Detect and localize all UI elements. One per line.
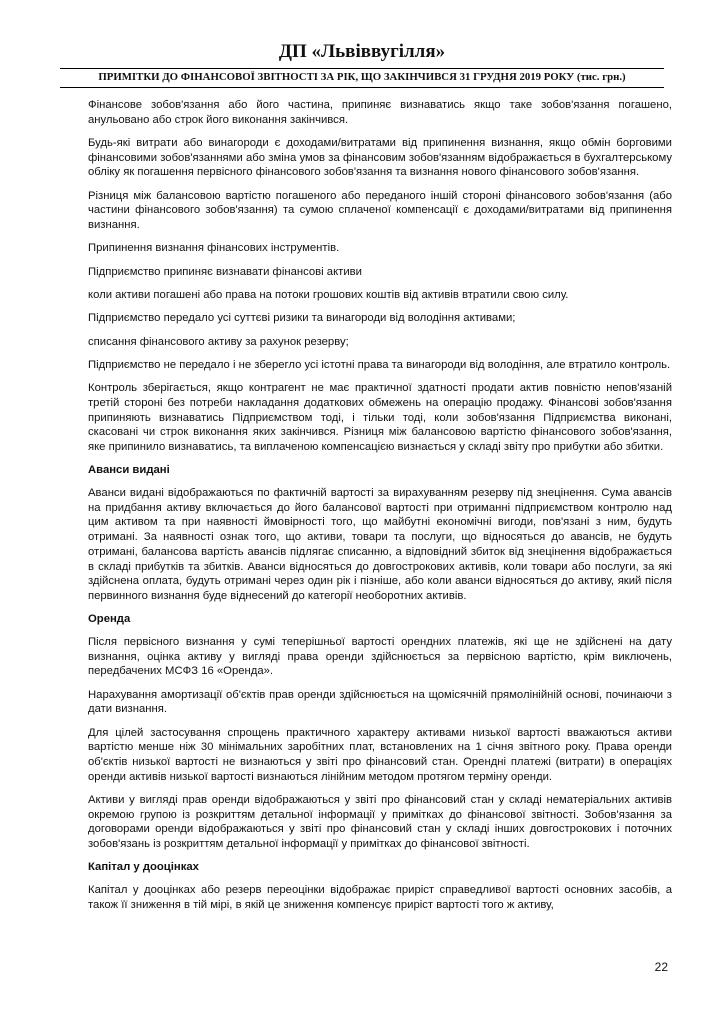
paragraph: Аванси видані відображаються по фактичній вартості за вирахуванням резерву під знецінення. Сума авансів на придбання активу включається до його балансової вартості при отриманні підприємством контролю над цим активом та при наявності ймовірності того, що майбутні економічні вигоди, пов'язані з ним, будуть отримані. За наявності ознак того, що активи, товари та послуги, що відносяться до авансів, не будуть отримані, балансова вартість авансів підлягає списанню, а відповідний збиток від знецінення відображається в складі прибутків та збитків. Аванси відносяться до довгострокових активів, коли товари або послуги, за які здійснена оплата, будуть отримані через один рік і пізніше, або коли аванси відносяться до активу, який після первинного визнання буде віднесений до категорії необоротних активів. (88, 487, 672, 602)
document-title: ДП «Львіввугілля» (278, 41, 446, 62)
paragraph: Підприємство припиняє визнавати фінансові активи (88, 265, 362, 278)
section-heading-advances: Аванси видані (88, 464, 170, 477)
paragraph: Нарахування амортизації об'єктів прав оренди здійснюється на щомісячній прямолінійній основі, починаючи з дати визнання. (88, 688, 672, 716)
section-heading-revaluation-capital: Капітал у дооцінках (88, 861, 199, 874)
document-subtitle: ПРИМІТКИ ДО ФІНАНСОВОЇ ЗВІТНОСТІ ЗА РІК, ЩО ЗАКІНЧИВСЯ 31 ГРУДНЯ 2019 РОКУ (тис. грн.) (60, 68, 664, 88)
paragraph: списання фінансового активу за рахунок резерву; (88, 335, 349, 348)
paragraph: Будь-які витрати або винагороди є доходами/витратами від припинення визнання, якщо обмін борговими фінансовими зобов'язаннями або зміна умов за фінансовим зобов'язанням відображається в бухгалтерському обліку як погашення первісного фінансового зобов'язання та визнання нового фінансового зобов'язання. (88, 137, 672, 179)
paragraph: Після первісного визнання у сумі теперішньої вартості орендних платежів, які ще не здійснені на дату визнання, оцінка активу у вигляді права оренди здійснюється за первісною вартістю, крім виключень, передбачених МСФЗ 16 «Оренда». (88, 635, 672, 678)
paragraph: Капітал у дооцінках або резерв переоцінки відображає приріст справедливої вартості основних засобів, а також її зниження в тій мірі, в якій це зниження компенсує приріст вартості того ж активу, (88, 884, 672, 911)
paragraph: коли активи погашені або права на потоки грошових коштів від активів втратили свою силу. (88, 289, 569, 301)
paragraph: Активи у вигляді прав оренди відображаються у звіті про фінансовий стан у складі нематеріальних активів окремою групою із розкриттям детальної інформації у примітках до фінансової звітності. Зобов'язання за договорами оренди відображаються у звіті про фінансовий стан у складі інших довгострокових і поточних зобов'язань із розкриттям детальної інформації у примітках до фінансової звітності. (88, 794, 672, 851)
document-body (88, 98, 672, 921)
paragraph: Підприємство передало усі суттєві ризики та винагороди від володіння активами; (88, 312, 516, 325)
paragraph: Для цілей застосування спрощень практичного характеру активами низької вартості вважаються активи вартістю менше ніж 30 мінімальних заробітних плат, встановлених на 1 січня звітного року. Права оренди об'єктів низької вартості не визнаються у звіті про фінансовий стан. Орендні платежі (витрати) в операціях оренди активів низької вартості визнаються лінійним методом протягом терміну оренди. (88, 726, 672, 783)
section-heading-lease: Оренда (88, 613, 131, 626)
paragraph: Різниця між балансовою вартістю погашеного або переданого іншій стороні фінансового зобов'язання (або частини фінансового зобов'язання) та сумою сплаченої компенсації є доходами/витратами від припинення визнання. (88, 189, 672, 232)
page-number: 22 (654, 960, 668, 974)
paragraph: Фінансове зобов'язання або його частина, припиняє визнаватись якщо таке зобов'язання погашено, анульовано або строк його виконання закінчився. (88, 99, 672, 126)
paragraph: Контроль зберігається, якщо контрагент не має практичної здатності продати актив повністю непов'язаній третій стороні без потреби накладання додаткових обмежень на операцію продажу. Фінансові зобов'язання припиняють визнаватись Підприємством тоді, і тільки тоді, коли зобов'язання Підприємства виконані, скасовані чи строк виконання яких закінчився. Різниця між балансовою вартістю фінансового зобов'язання, яке припинило визнаватись, та виплаченою компенсацією визнається у складі звіту про прибутки або збитки. (88, 382, 672, 453)
page-header (60, 40, 664, 88)
paragraph: Припинення визнання фінансових інструментів. (88, 242, 340, 255)
paragraph: Підприємство не передало і не зберегло усі істотні права та винагороди від володіння, але втратило контроль. (88, 358, 671, 371)
